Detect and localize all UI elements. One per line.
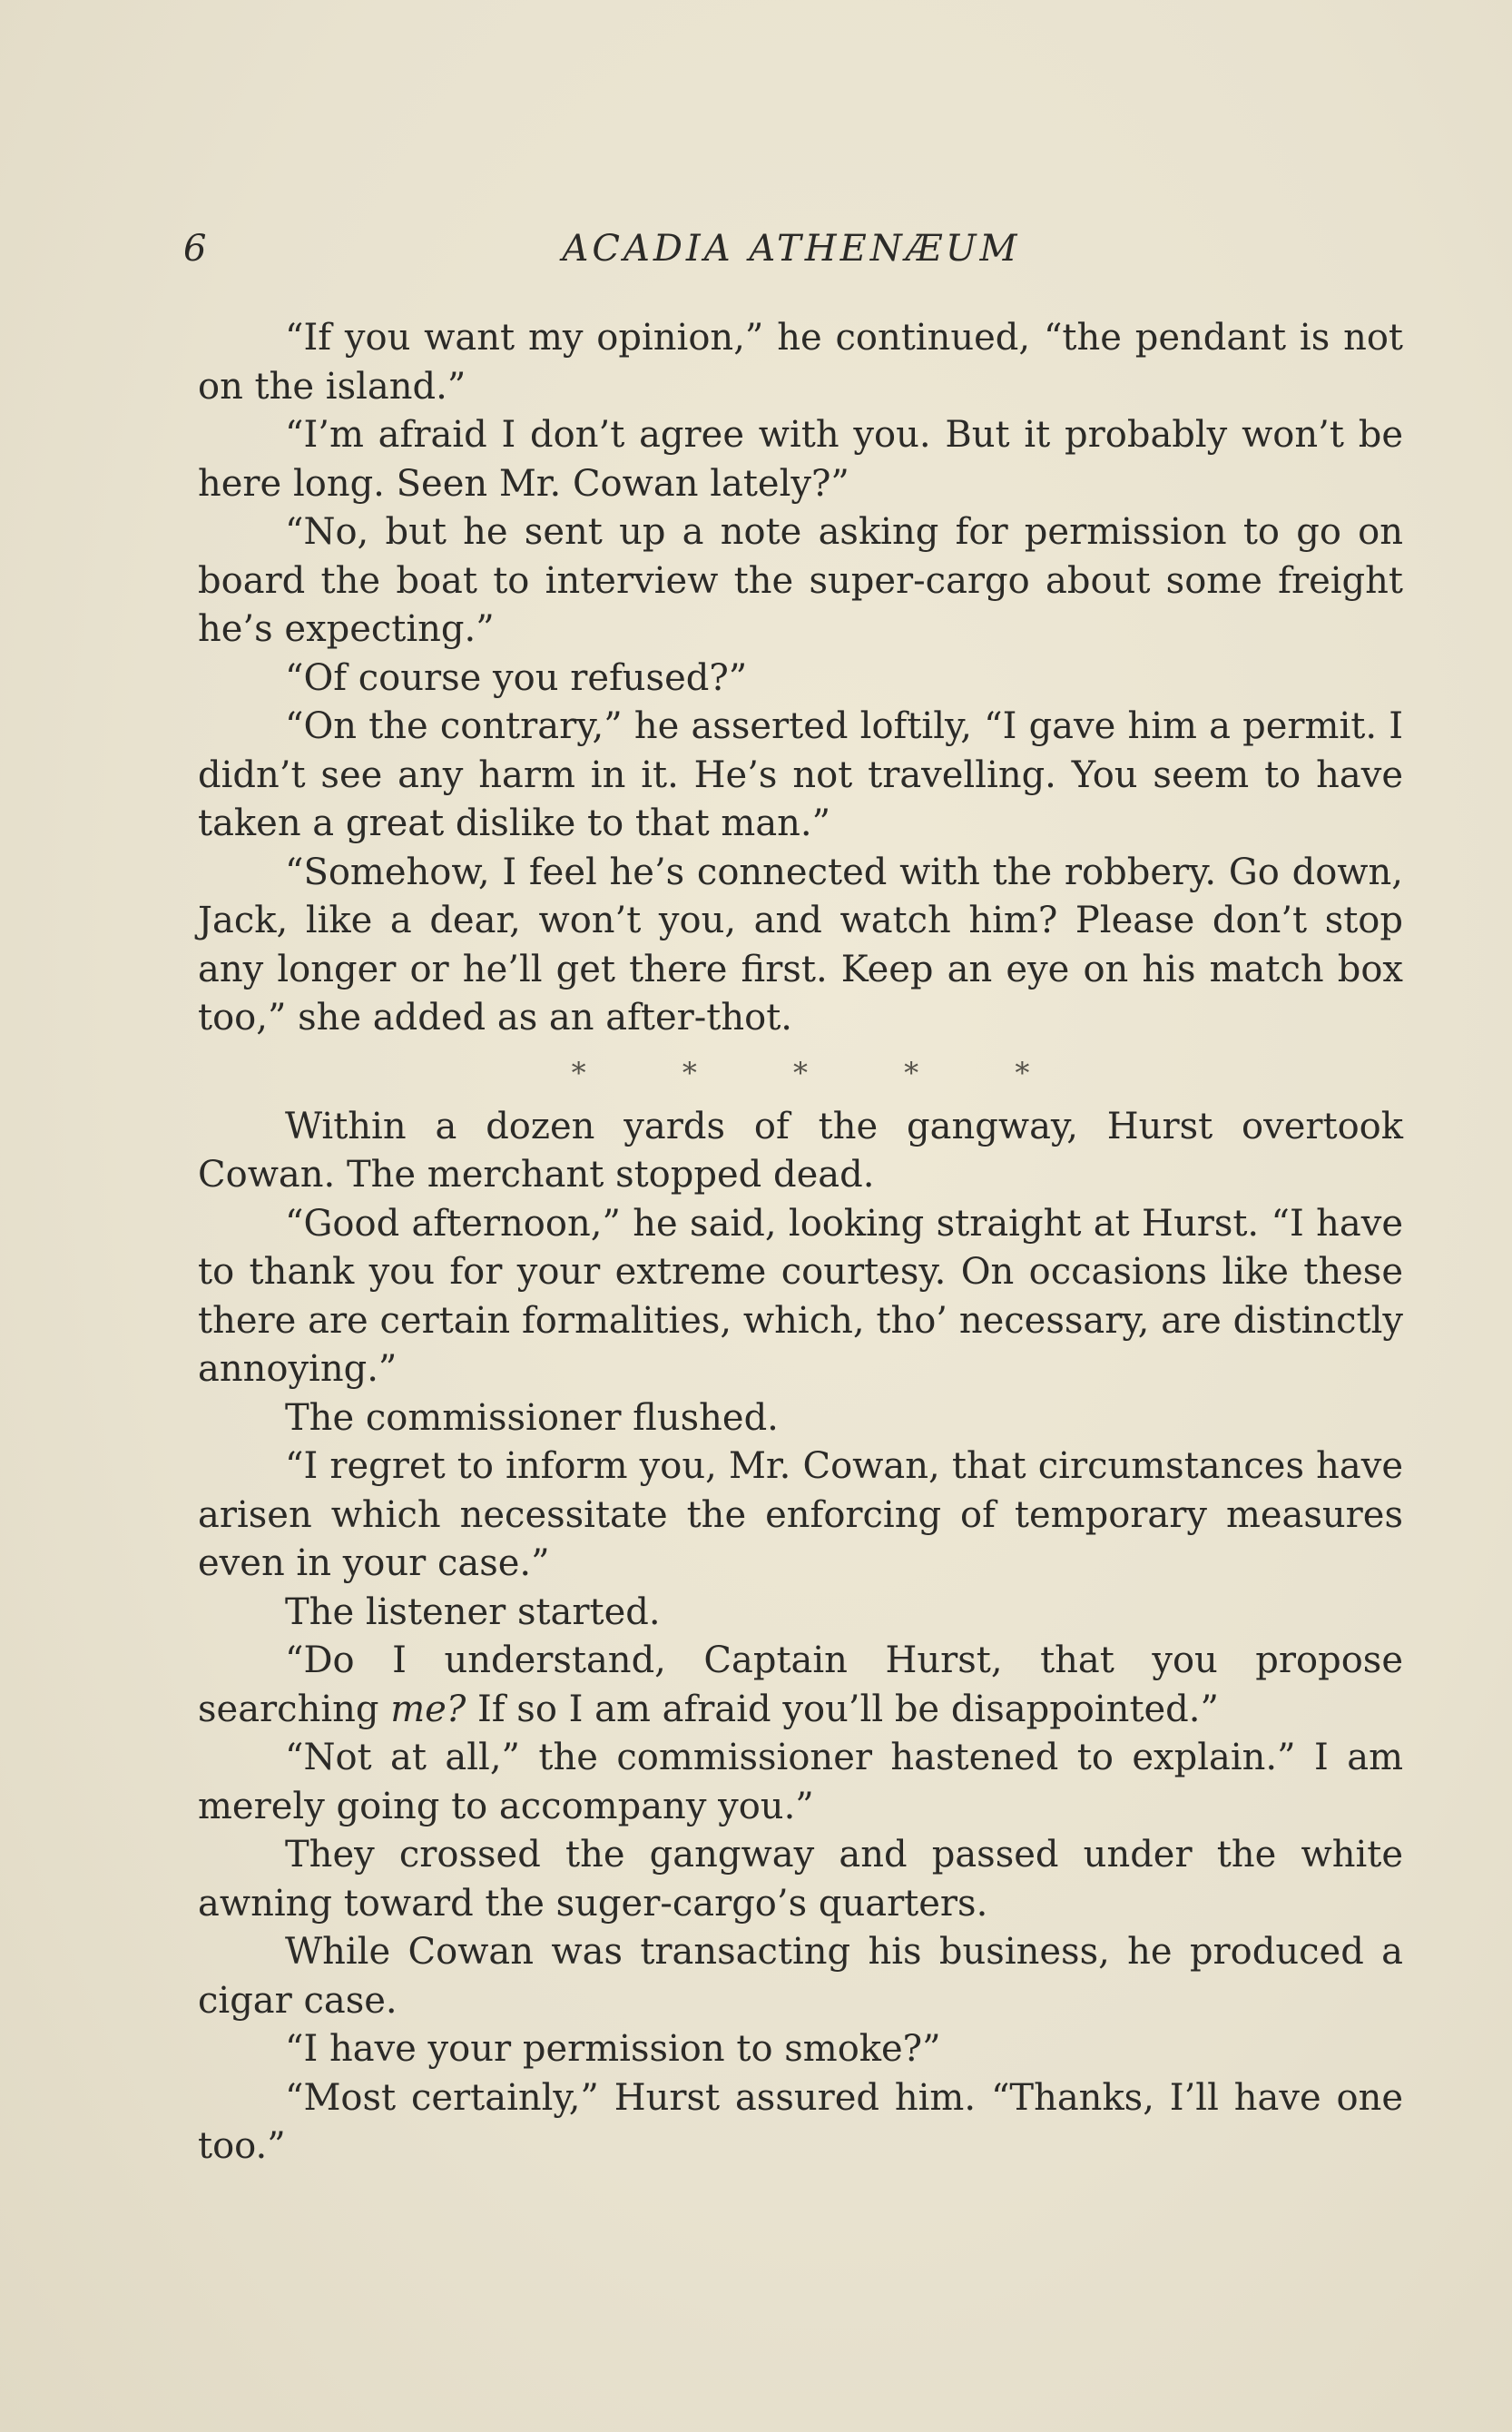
paragraph: “I’m afraid I don’t agree with you. But it probably won’t be here long. Seen Mr. Cowan lately?”	[198, 414, 1403, 505]
paragraph: The commissioner flushed.	[285, 1396, 779, 1439]
paragraph: While Cowan was transacting his business, he produced a cigar case.	[198, 1931, 1403, 2022]
paragraph: Within a dozen yards of the gangway, Hurst overtook Cowan. The merchant stopped dead.	[198, 1105, 1403, 1196]
paragraph: “Somehow, I feel he’s connected with the robbery. Go down, Jack, like a dear, won’t you, and watch him? Please don’t stop any longer or he’ll get there first. Keep an eye on his match box too,” she added as an after-thot.	[198, 851, 1403, 1039]
text-run: “Do I understand, Captain Hurst, that you propose searching	[198, 1639, 1403, 1730]
paragraph: “I have your permission to smoke?”	[285, 2028, 941, 2070]
paragraph: “If you want my opinion,” he continued, “the pendant is not on the island.”	[198, 317, 1403, 408]
paragraph-with-emphasis	[198, 1637, 1403, 1734]
page-number: 6	[183, 228, 207, 270]
page-header	[183, 222, 1399, 276]
paragraph: “Of course you refused?”	[285, 656, 748, 699]
paragraph: “Most certainly,” Hurst assured him. “Thanks, I’ll have one too.”	[198, 2076, 1403, 2167]
section-separator: * * * * *	[571, 1055, 1074, 1090]
text-run: If so I am afraid you’ll be disappointed.”	[466, 1688, 1219, 1730]
body-text	[198, 314, 1403, 2171]
paragraph: “Good afternoon,” he said, looking straight at Hurst. “I have to thank you for your extreme courtesy. On occasions like these there are certain formalities, which, tho’ necessary, are distinctly annoying.”	[198, 1202, 1403, 1390]
running-title: ACADIA ATHENÆUM	[562, 228, 1021, 270]
emphasis-text: me?	[390, 1688, 466, 1730]
paragraph: The listener started.	[285, 1590, 661, 1633]
paragraph: “No, but he sent up a note asking for permission to go on board the boat to interview the super-cargo about some freight he’s expecting.”	[198, 511, 1403, 650]
paragraph: “I regret to inform you, Mr. Cowan, that circumstances have arisen which necessitate the enforcing of temporary measures even in your case.”	[198, 1445, 1403, 1584]
paragraph: “Not at all,” the commissioner hastened to explain.” I am merely going to accompany you.”	[198, 1737, 1403, 1827]
paragraph: “On the contrary,” he asserted loftily, “I gave him a permit. I didn’t see any harm in it. He’s not travelling. You seem to have taken a great dislike to that man.”	[198, 705, 1403, 844]
paragraph: They crossed the gangway and passed under the white awning toward the suger-cargo’s quarters.	[198, 1834, 1403, 1925]
